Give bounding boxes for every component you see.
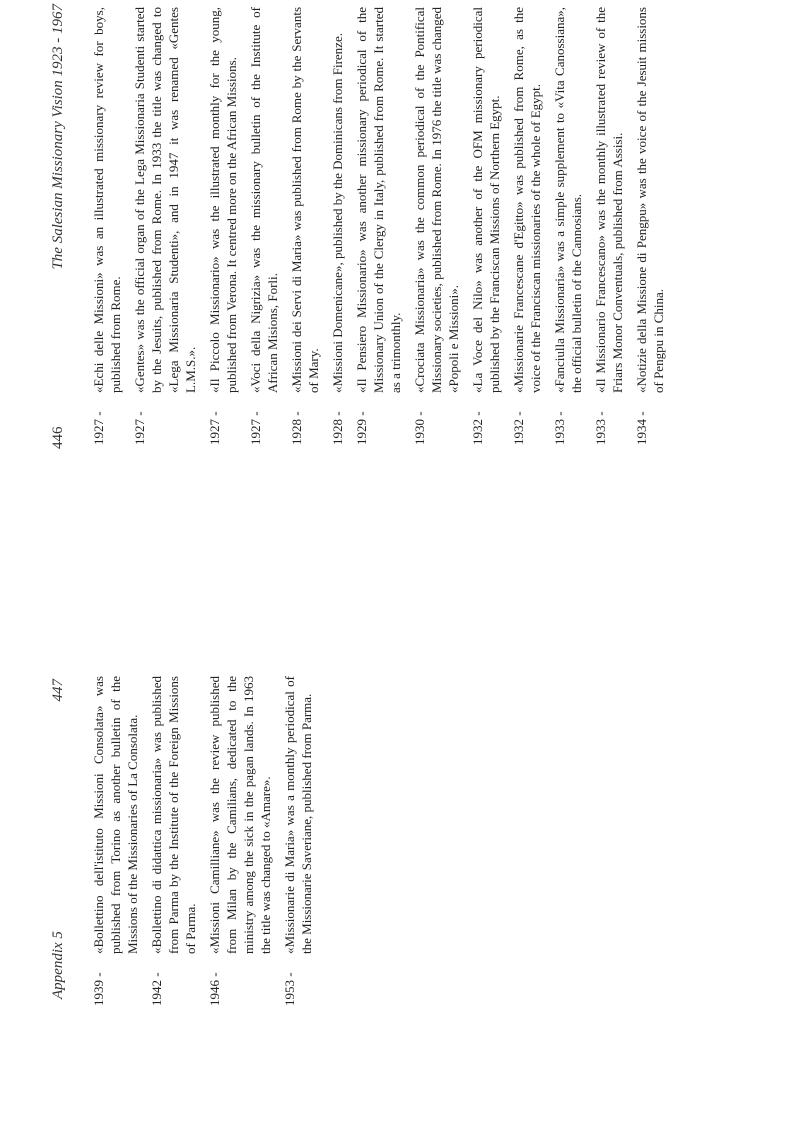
list-item	[510, 7, 544, 445]
entry-text: «Missionarie di Maria» was a monthly periodical of the Missionarie Saveriane, published from Parma.	[282, 676, 314, 954]
list-item	[148, 676, 199, 1006]
list-item	[592, 7, 626, 445]
entry-text: «Il Pensiero Missionario» was another missionary periodical of the Missionary Union of the Clergy in Italy, published from Rome. It started as a trimonthly.	[354, 7, 403, 393]
entry-text: «Il Missionario Francescano» was the monthly illustrated review of the Friars Monor Conventuals, published from Assisi.	[593, 7, 625, 393]
list-item	[281, 676, 315, 1006]
list-item	[633, 7, 667, 445]
entry-year: 1927 -	[91, 411, 106, 445]
list-item	[206, 7, 240, 445]
entry-year: 1933 -	[552, 411, 567, 445]
entry-year: 1939 -	[91, 972, 106, 1006]
entry-text: «Notizie della Missione di Pengpu» was the voice of the Jesuit missions of Pengpu in China.	[634, 7, 666, 393]
list-item	[353, 7, 404, 445]
entry-text: «Fanciulla Missionaria» was a simple supplement to «Vita Canossiana», the official bulletin of the Cannosians.	[552, 7, 584, 393]
entry-text: «Gentes» was the official organ of the Lega Missionaria Studenti started by the Jesuits, published from Rome. In 1933 the title was changed to «Lega Missionaria Studenti», and in 1947 it was renamed «Gentes L.M.S.».	[132, 7, 198, 393]
entry-text: «Missionarie Francescane d'Egitto» was published from Rome, as the voice of the Franciscan missionaries of the whole of Egypt.	[511, 7, 543, 393]
entry-text: «Missioni Domenicane», published by the Dominicans from Firenze.	[330, 33, 345, 393]
list-item	[90, 676, 141, 1006]
entry-year: 1927 -	[248, 411, 263, 445]
entry-text: «La Voce del Nilo» was another of the OFM missionary periodical published by the Franciscan Missions of Northern Egypt.	[470, 7, 502, 393]
page-447	[0, 563, 793, 1123]
list-item	[411, 7, 462, 445]
entry-year: 1946 -	[207, 972, 222, 1006]
list-item	[206, 676, 274, 1006]
entry-text: «Bollettino dell'istituto Missioni Consolata» was published from Torino as another bulletin of the Missions of the Missionaries of La Consolata.	[91, 676, 140, 954]
entry-text: «Il Piccolo Missionario» was the illustrated monthly for the young, published from Verona. It centred more on the African Missions.	[207, 7, 239, 393]
entry-year: 1953 -	[282, 972, 297, 1006]
running-header	[50, 4, 74, 449]
list-item	[551, 7, 585, 445]
entry-year: 1927 -	[207, 411, 222, 445]
entry-year: 1927 -	[132, 411, 147, 445]
list-item	[288, 7, 322, 445]
entry-year: 1932 -	[470, 411, 485, 445]
entry-text: «Voci della Nigrizia» was the missionary bulletin of the Institute of African Misions, Forli.	[248, 7, 280, 393]
entry-year: 1928 -	[330, 411, 345, 445]
entry-text: «Missioni dei Servi di Maria» was published from Rome by the Servants of Mary.	[289, 7, 321, 393]
entry-year: 1933 -	[593, 411, 608, 445]
entry-text: «Missioni Camilliane» was the review published from Milan by the Camilians, dedicated to the ministry among the sick in the pagan lands. In 1963 the title was changed to «Amare».	[207, 676, 273, 954]
list-item	[131, 7, 199, 445]
entry-year: 1928 -	[289, 411, 304, 445]
page-number: 447	[50, 679, 66, 702]
running-header	[50, 679, 74, 999]
entry-text: «Bollettino di didattica missionaria» was published from Parma by the Institute of the Foreign Missions of Parma.	[149, 676, 198, 954]
periodical-list	[90, 7, 674, 445]
entry-year: 1934 -	[634, 411, 649, 445]
page-number: 446	[50, 426, 66, 449]
list-item	[329, 7, 346, 445]
header-title: Appendix 5	[50, 931, 66, 999]
entry-year: 1942 -	[149, 972, 164, 1006]
page-446	[0, 0, 793, 558]
list-item	[90, 7, 124, 445]
entry-text: «Crociata Missionaria» was the common periodical of the Pontifical Missionary societies, published from Rome. In 1976 the title was changed «Popoli e Missioni».	[412, 7, 461, 393]
entry-text: «Echi delle Missioni» was an illustrated missionary review for boys, published from Rome.	[91, 7, 123, 393]
entry-year: 1930 -	[412, 411, 427, 445]
entry-year: 1932 -	[511, 411, 526, 445]
entry-year: 1929 -	[354, 411, 369, 445]
list-item	[469, 7, 503, 445]
list-item	[247, 7, 281, 445]
periodical-list	[90, 676, 322, 1006]
header-title: The Salesian Missionary Vision 1923 - 1967	[50, 4, 66, 270]
